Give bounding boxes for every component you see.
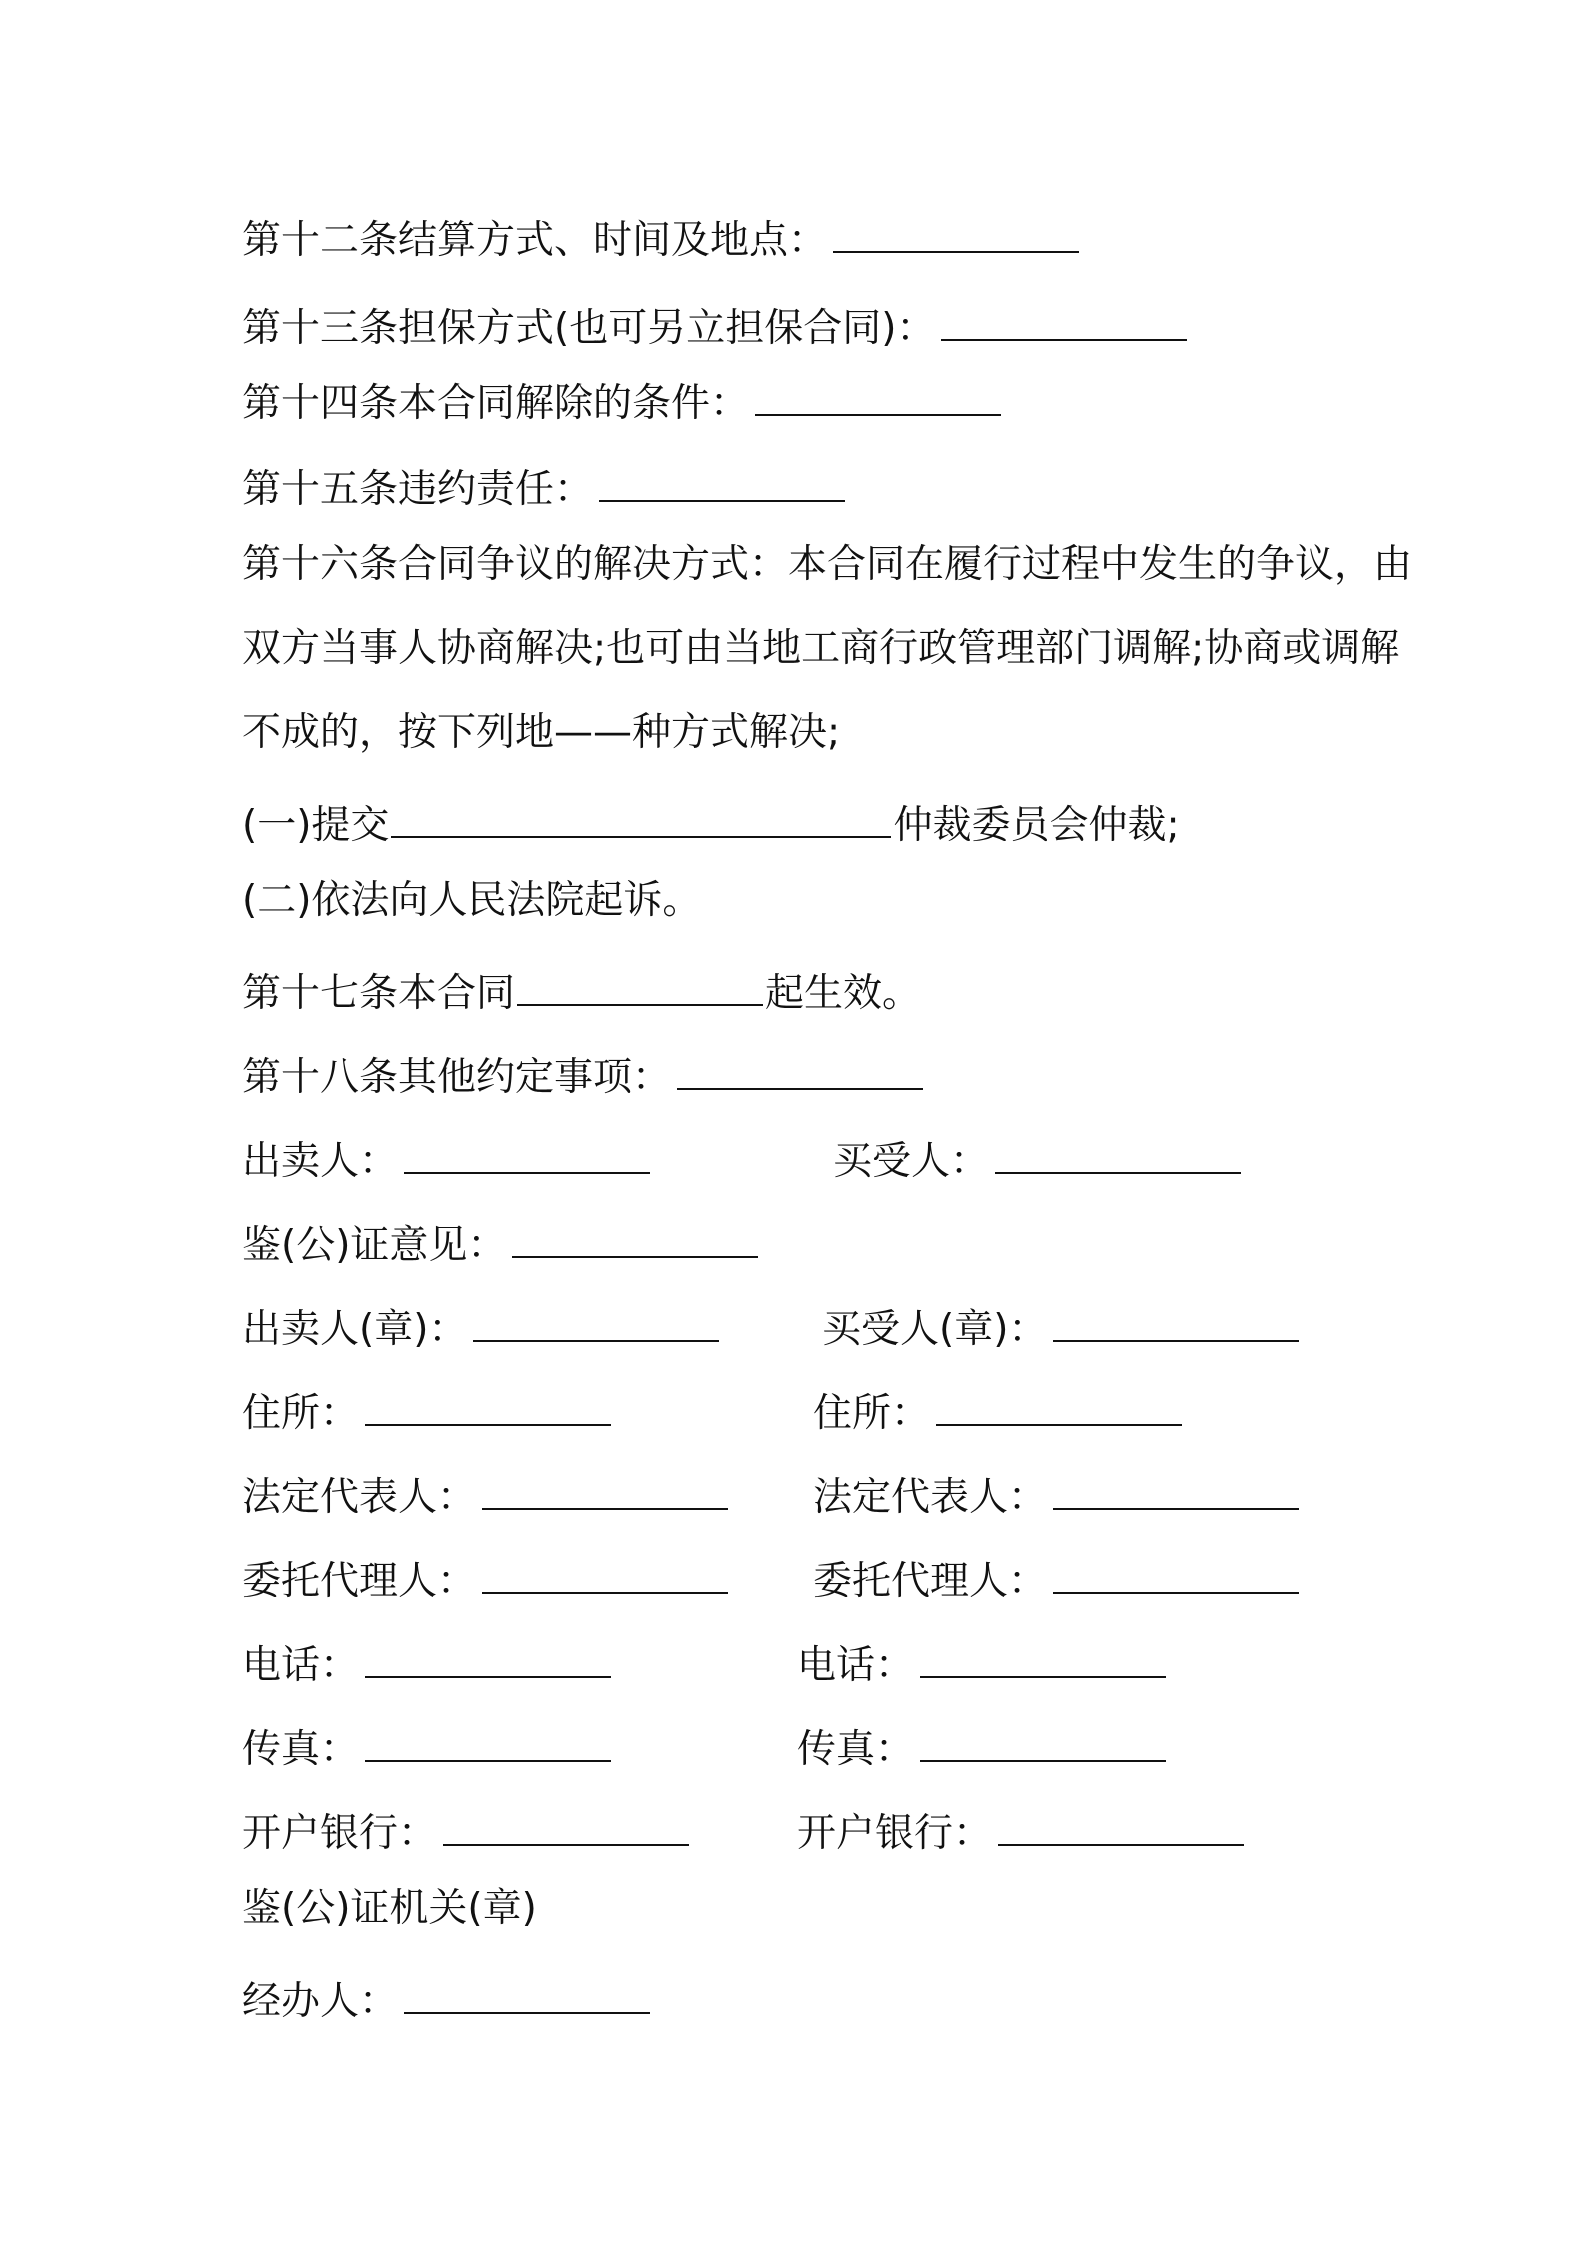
blank-field[interactable] bbox=[443, 1805, 689, 1846]
notary-office: 鉴(公)证机关(章) bbox=[242, 1886, 537, 1931]
blank-field[interactable] bbox=[995, 1133, 1241, 1174]
blank-field[interactable] bbox=[365, 1385, 611, 1426]
blank-field[interactable] bbox=[512, 1217, 758, 1258]
article-14 bbox=[242, 375, 1001, 426]
sign-label: 电话： bbox=[797, 1643, 915, 1688]
buyer bbox=[833, 1133, 1241, 1184]
sign-label: 电话： bbox=[242, 1643, 360, 1688]
blank-field[interactable] bbox=[365, 1721, 611, 1762]
notary-opinion bbox=[242, 1217, 758, 1268]
sign-row-right bbox=[797, 1637, 1166, 1688]
sign-row-right bbox=[822, 1301, 1299, 1352]
handler bbox=[242, 1973, 650, 2024]
seller-label: 出卖人： bbox=[242, 1139, 399, 1184]
option-arbitration bbox=[242, 797, 1180, 848]
blank-field[interactable] bbox=[1053, 1469, 1299, 1510]
sign-label: 法定代表人： bbox=[242, 1475, 477, 1520]
notary-opinion-label: 鉴(公)证意见： bbox=[242, 1223, 507, 1268]
sign-label: 委托代理人： bbox=[242, 1559, 477, 1604]
blank-field[interactable] bbox=[473, 1301, 719, 1342]
blank-field[interactable] bbox=[1053, 1553, 1299, 1594]
blank-field[interactable] bbox=[1053, 1301, 1299, 1342]
article-18 bbox=[242, 1049, 923, 1100]
blank-field[interactable] bbox=[998, 1805, 1244, 1846]
blank-field[interactable] bbox=[404, 1133, 650, 1174]
sign-label: 住所： bbox=[813, 1391, 931, 1436]
article-12-label: 第十二条结算方式、时间及地点： bbox=[242, 218, 828, 263]
blank-field[interactable] bbox=[482, 1553, 728, 1594]
sign-label: 住所： bbox=[242, 1391, 360, 1436]
sign-label: 开户银行： bbox=[242, 1811, 438, 1856]
sign-row-right bbox=[813, 1469, 1299, 1520]
article-17-prefix: 第十七条本合同 bbox=[242, 971, 516, 1016]
option-arbitration-prefix: (一)提交 bbox=[242, 803, 390, 848]
article-15 bbox=[242, 461, 845, 512]
blank-field[interactable] bbox=[599, 461, 845, 502]
blank-field[interactable] bbox=[755, 375, 1001, 416]
article-17-suffix: 起生效。 bbox=[765, 971, 922, 1016]
blank-field[interactable] bbox=[365, 1637, 611, 1678]
sign-label: 委托代理人： bbox=[813, 1559, 1048, 1604]
blank-field[interactable] bbox=[920, 1721, 1166, 1762]
option-court: (二)依法向人民法院起诉。 bbox=[242, 878, 702, 923]
sign-row-right bbox=[813, 1385, 1182, 1436]
sign-row-left bbox=[242, 1301, 719, 1352]
option-arbitration-suffix: 仲裁委员会仲裁; bbox=[893, 803, 1180, 848]
article-13-label: 第十三条担保方式(也可另立担保合同)： bbox=[242, 306, 936, 351]
handler-label: 经办人： bbox=[242, 1979, 399, 2024]
blank-field[interactable] bbox=[482, 1469, 728, 1510]
article-18-label: 第十八条其他约定事项： bbox=[242, 1055, 672, 1100]
sign-row-left bbox=[242, 1553, 728, 1604]
blank-field[interactable] bbox=[941, 300, 1187, 341]
buyer-label: 买受人： bbox=[833, 1139, 990, 1184]
arbitration-blank[interactable] bbox=[391, 797, 891, 838]
sign-label: 出卖人(章)： bbox=[242, 1307, 468, 1352]
sign-label: 法定代表人： bbox=[813, 1475, 1048, 1520]
article-14-label: 第十四条本合同解除的条件： bbox=[242, 381, 750, 426]
sign-row-left bbox=[242, 1721, 611, 1772]
article-12 bbox=[242, 212, 1079, 263]
sign-label: 买受人(章)： bbox=[822, 1307, 1048, 1352]
sign-row-left bbox=[242, 1637, 611, 1688]
blank-field[interactable] bbox=[677, 1049, 923, 1090]
effective-blank[interactable] bbox=[517, 965, 763, 1006]
sign-row-left bbox=[242, 1385, 611, 1436]
article-16-line3: 不成的，按下列地——种方式解决; bbox=[242, 710, 841, 755]
sign-row-left bbox=[242, 1805, 689, 1856]
sign-row-left bbox=[242, 1469, 728, 1520]
article-16-line1: 第十六条合同争议的解决方式：本合同在履行过程中发生的争议，由 bbox=[242, 542, 1413, 587]
blank-field[interactable] bbox=[936, 1385, 1182, 1426]
article-16-line2: 双方当事人协商解决;也可由当地工商行政管理部门调解;协商或调解 bbox=[242, 626, 1400, 671]
blank-field[interactable] bbox=[833, 212, 1079, 253]
sign-row-right bbox=[797, 1721, 1166, 1772]
article-13 bbox=[242, 300, 1187, 351]
sign-label: 传真： bbox=[797, 1727, 915, 1772]
sign-label: 传真： bbox=[242, 1727, 360, 1772]
article-17 bbox=[242, 965, 922, 1016]
blank-field[interactable] bbox=[404, 1973, 650, 2014]
sign-row-right bbox=[813, 1553, 1299, 1604]
seller bbox=[242, 1133, 650, 1184]
article-15-label: 第十五条违约责任： bbox=[242, 467, 594, 512]
sign-row-right bbox=[797, 1805, 1244, 1856]
blank-field[interactable] bbox=[920, 1637, 1166, 1678]
sign-label: 开户银行： bbox=[797, 1811, 993, 1856]
